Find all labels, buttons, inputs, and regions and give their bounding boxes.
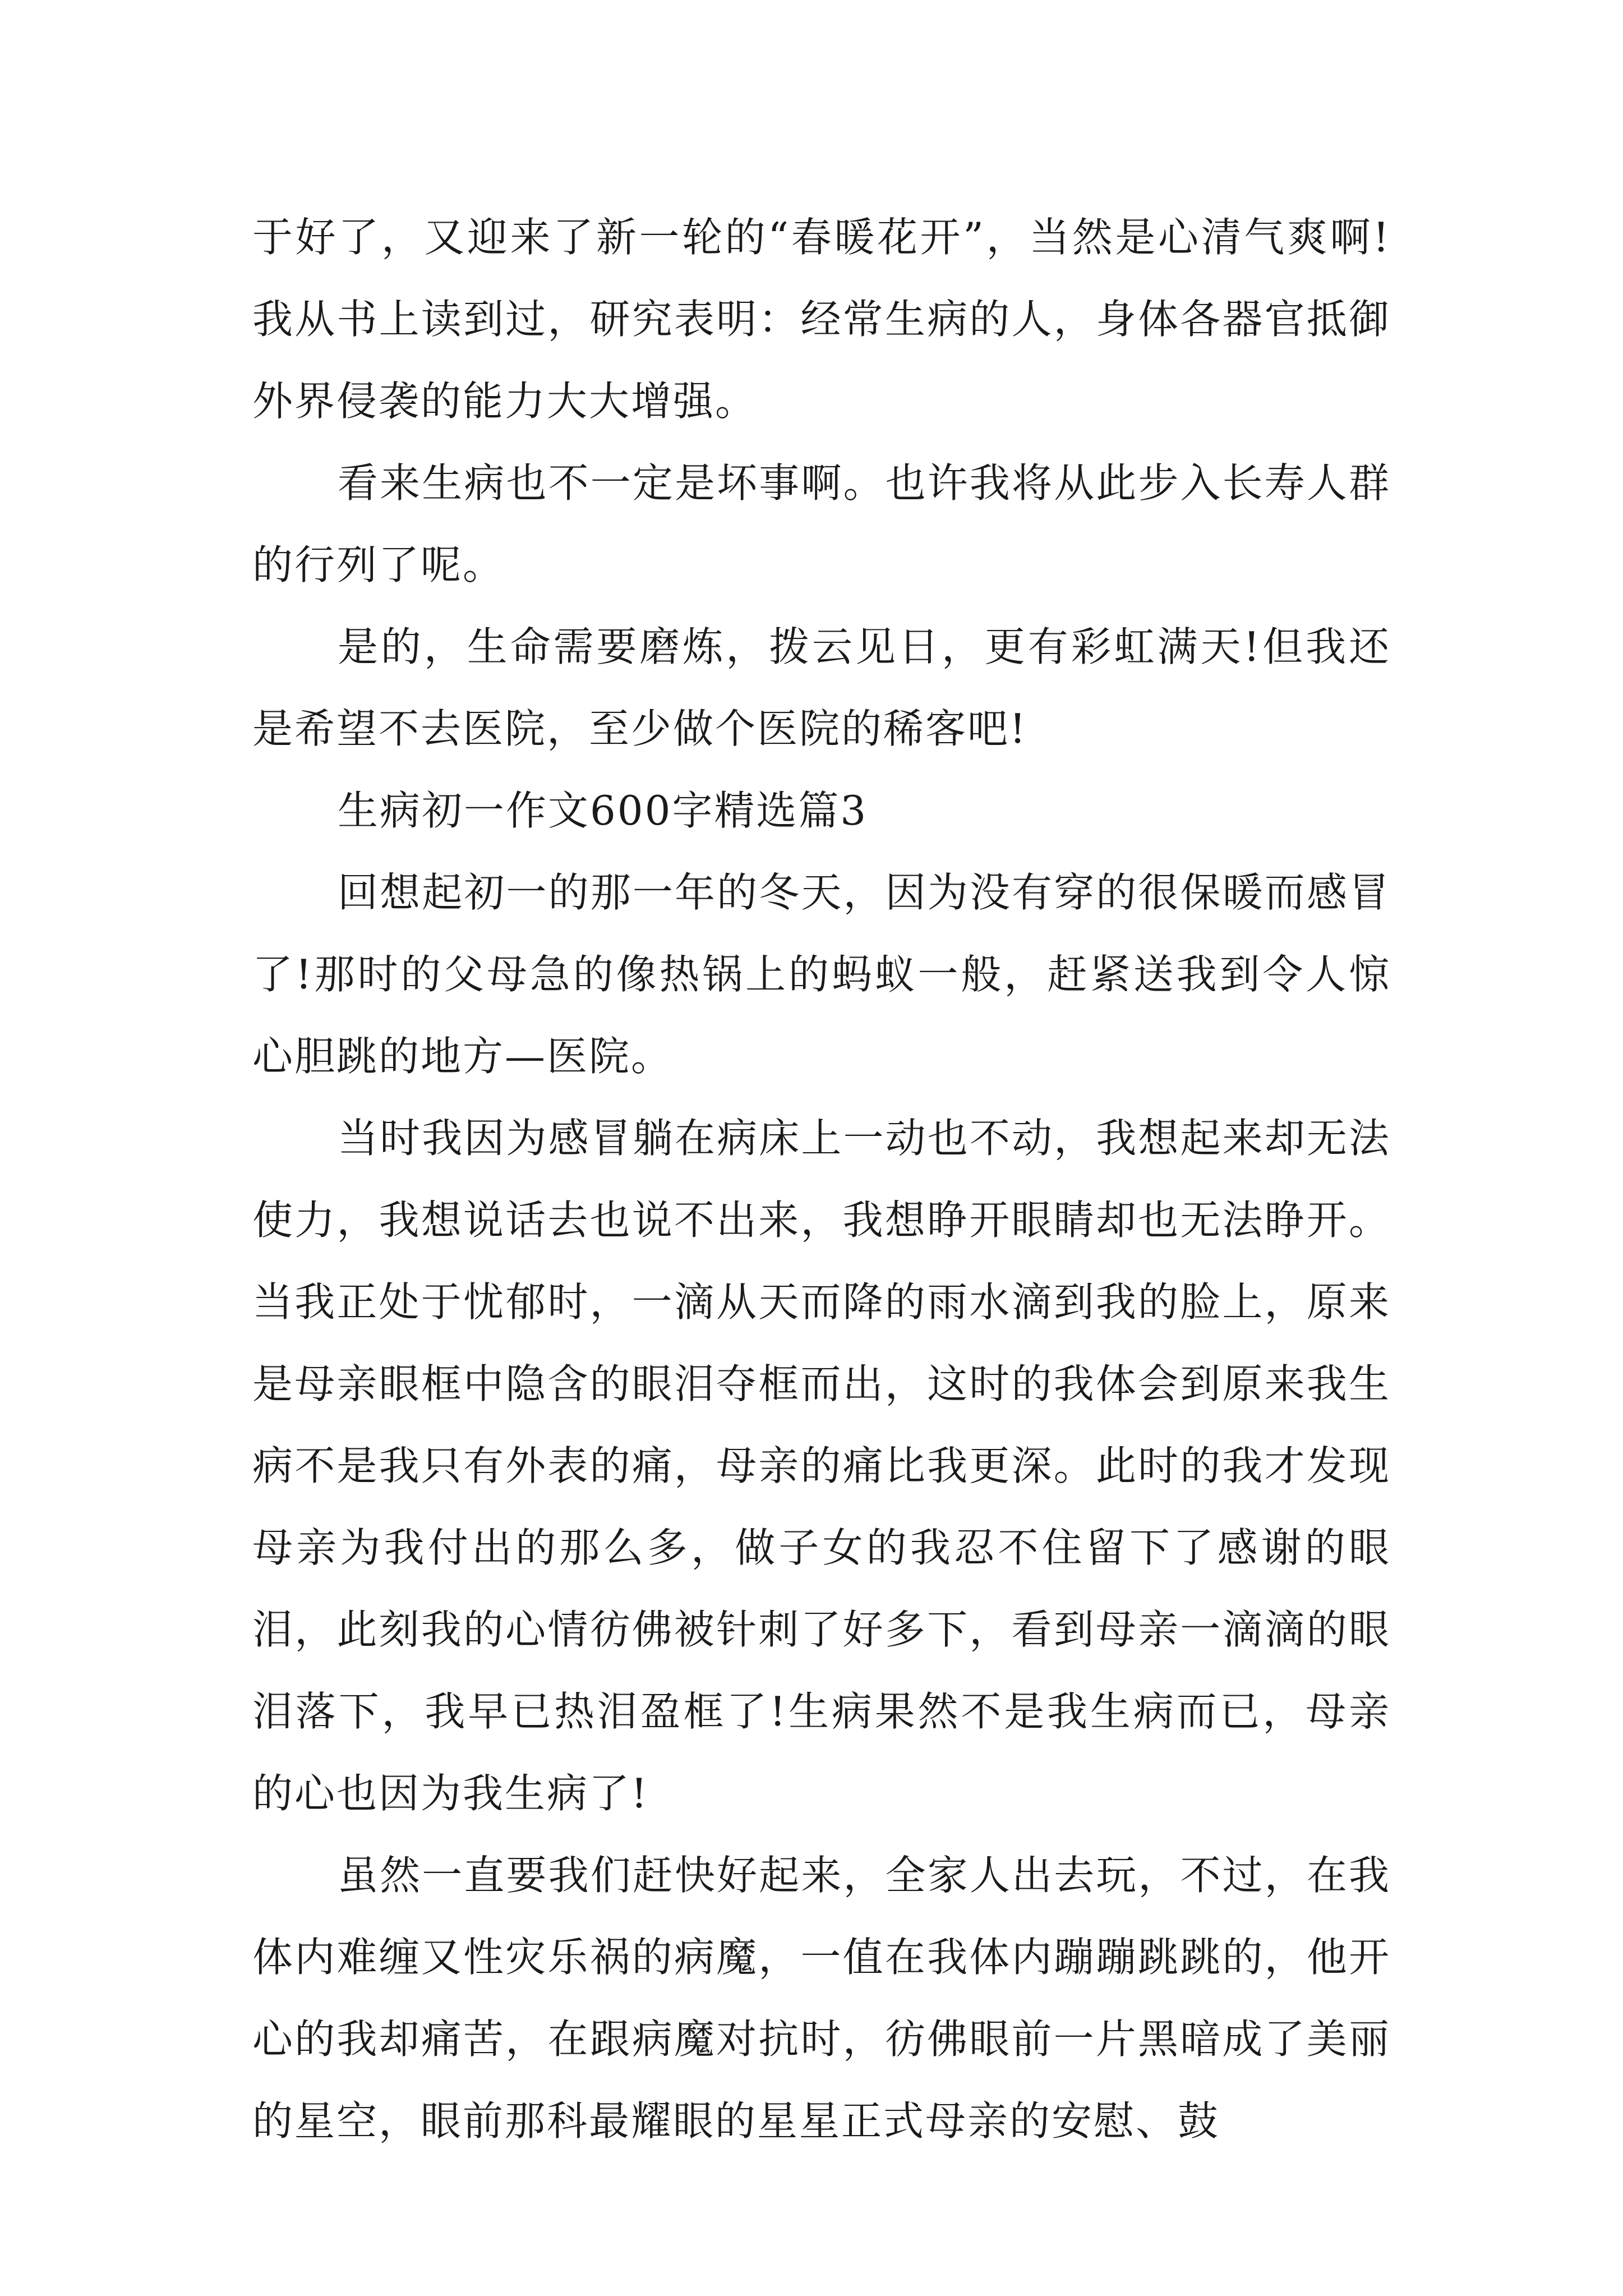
paragraph-2: 看来生病也不一定是坏事啊。也许我将从此步入长寿人群的行列了呢。 [252,459,1391,588]
paragraph-3: 是的，生命需要磨炼，拨云见日，更有彩虹满天!但我还是希望不去医院，至少做个医院的稀客吧! [252,623,1391,752]
paragraph-1: 于好了，又迎来了新一轮的“春暖花开”，当然是心清气爽啊!我从书上读到过，研究表明：经常生病的人，身体各器官抵御外界侵袭的能力大大增强。 [252,214,1391,425]
document-body [252,196,1391,2162]
paragraph-5: 当时我因为感冒躺在病床上一动也不动，我想起来却无法使力，我想说话去也说不出来，我想睁开眼睛却也无法睁开。当我正处于忧郁时，一滴从天而降的雨水滴到我的脸上，原来是母亲眼框中隐含的眼泪夺框而出，这时的我体会到原来我生病不是我只有外表的痛，母亲的痛比我更深。此时的我才发现母亲为我付出的那么多，做子女的我忍不住留下了感谢的眼泪，此刻我的心情彷佛被针刺了好多下，看到母亲一滴滴的眼泪落下，我早已热泪盈框了!生病果然不是我生病而已，母亲的心也因为我生病了! [252,1115,1391,1817]
section-heading: 生病初一作文600字精选篇3 [338,787,868,834]
paragraph-4: 回想起初一的那一年的冬天，因为没有穿的很保暖而感冒了!那时的父母急的像热锅上的蚂蚁一般，赶紧送我到令人惊心胆跳的地方—医院。 [252,869,1391,1080]
paragraph-6: 虽然一直要我们赶快好起来，全家人出去玩，不过，在我体内难缠又性灾乐祸的病魔，一值在我体内蹦蹦跳跳的，他开心的我却痛苦，在跟病魔对抗时，彷佛眼前一片黑暗成了美丽的星空，眼前那科最耀眼的星星正式母亲的安慰、鼓 [252,1852,1391,2145]
